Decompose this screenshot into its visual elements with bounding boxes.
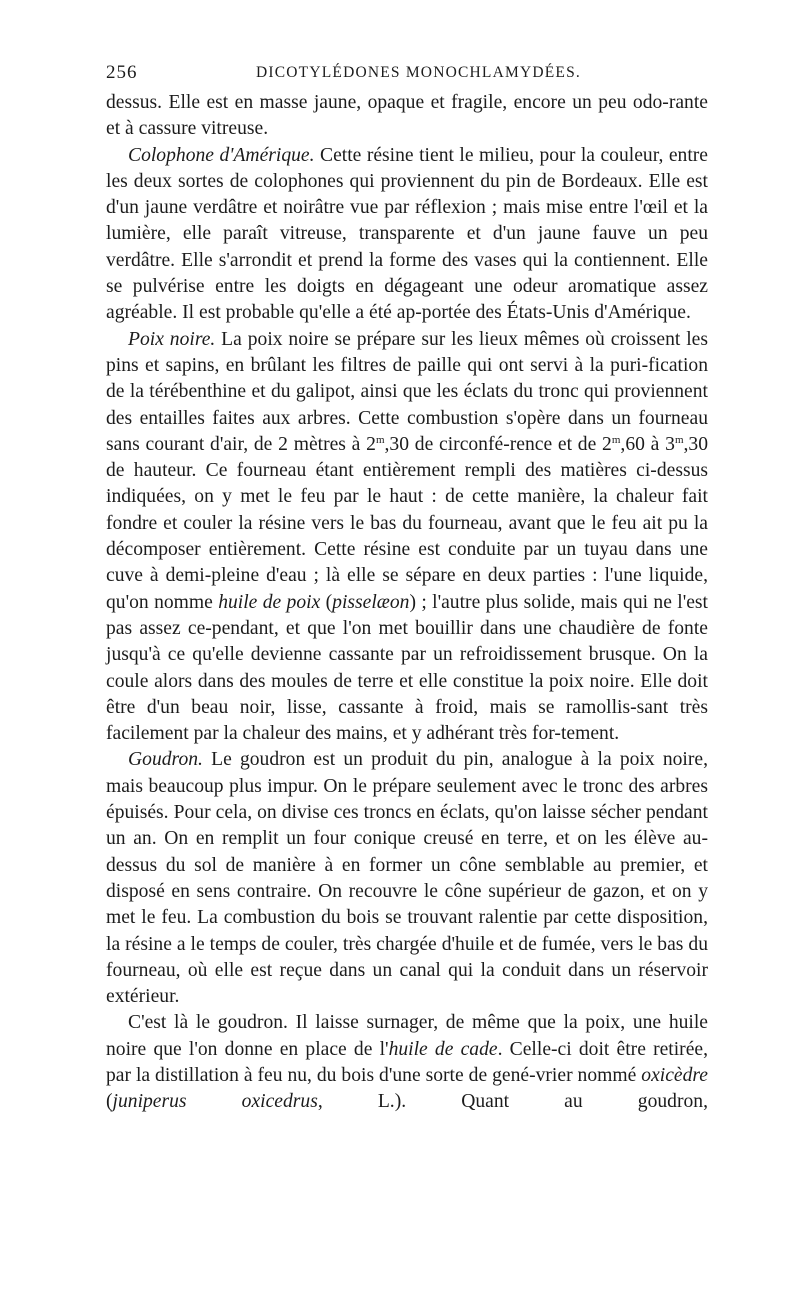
text-run: ( [320,591,333,613]
text-run: , L.). Quant au goudron, [317,1091,708,1113]
text-run: ) ; l'autre plus solide, mais qui ne l'est pas assez ce-pendant, et que l'on met bouillir dans une chaudière de fonte jusqu'à ce qu'elle devienne cassante par un refroidissement brusque. On la coule alors dans des moules de terre et elle constitue la poix noire. Elle doit être d'un beau noir, lisse, cassante à froid, mais se ramollis-sant très facilement par la chaleur des mains, et y adhérant très for-tement. [106,591,708,745]
body-text [106,90,708,1116]
text-run: ( [106,1091,113,1113]
text-run: ,30 de hauteur. Ce fourneau étant entièrement rempli des matières ci-dessus indiquées, on y met le feu par le haut : de cette manière, la chaleur fait fondre et couler la résine vers le bas du fourneau, avant que le feu ait pu la décomposer entièrement. Cette résine est conduite par un tuyau dans une cuve à demi-pleine d'eau ; là elle se sépare en deux parties : l'une liquide, qu'on nomme [106,433,708,613]
italic-term: Poix noire. [128,328,216,350]
italic-term: juniperus oxicedrus [112,1091,318,1113]
running-title: DICOTYLÉDONES MONOCHLAMYDÉES. [256,64,581,81]
italic-term: huile de cade [388,1038,498,1060]
text-run: Le goudron est un produit du pin, analogue à la poix noire, mais beaucoup plus impur. On le prépare seulement avec le tronc des arbres épuisés. Pour cela, on divise ces troncs en éclats, qu'on laisse sécher pendant un an. On en remplit un four conique creusé en terre, et on les élève au-dessus du sol de manière à en former un cône semblable au premier, et disposé en sens contraire. On recouvre le cône supérieur de gazon, et on y met le feu. La combustion du bois se trouvant ralentie par cette disposition, la résine a le temps de couler, très chargée d'huile et de fumée, vers le bas du fourneau, où elle est reçue dans un canal qui la conduit dans un réservoir extérieur. [106,749,708,1008]
book-page [106,62,708,1116]
text-run: . Celle-ci doit être retirée, par la distillation à feu nu, du bois d'une sorte de gené-vrier nommé [106,1038,708,1086]
italic-term: huile de poix [218,591,321,613]
paragraph-poix-noire [106,327,708,748]
text-run: ,60 à 3 [620,433,675,455]
running-head [106,62,708,88]
page-number: 256 [106,62,138,83]
text-run: dessus. Elle est en masse jaune, opaque et fragile, encore un peu odo-rante et à cassure vitreuse. [106,92,708,140]
unit-superscript: m [375,433,385,446]
italic-term: Colophone d'Amérique. [128,144,315,166]
unit-superscript: m [674,433,684,446]
italic-term: pisselæon [332,591,410,613]
unit-superscript: m [611,433,621,446]
italic-term: oxicèdre [641,1064,708,1086]
text-run: C'est là le goudron. Il laisse surnager, de même que la poix, une huile noire que l'on donne en place de l' [106,1012,708,1060]
paragraph-cest-la [106,1010,708,1115]
paragraph-goudron [106,747,708,1010]
text-run: ,30 de circonfé-rence et de 2 [384,433,612,455]
italic-term: Goudron. [128,749,203,771]
text-run: La poix noire se prépare sur les lieux mêmes où croissent les pins et sapins, en brûlant les filtres de paille qui ont servi à la puri-fication de la térébenthine et du galipot, ainsi que les éclats du tronc qui proviennent des entailles faites aux arbres. Cette combustion s'opère dans un fourneau sans courant d'air, de 2 mètres à 2 [106,328,708,455]
paragraph-colophone [106,143,708,327]
paragraph-1 [106,90,708,143]
text-run: Cette résine tient le milieu, pour la couleur, entre les deux sortes de colophones qui proviennent du pin de Bordeaux. Elle est d'un jaune verdâtre et noirâtre vue par réflexion ; mais mise entre l'œil et la lumière, elle paraît vitreuse, transparente et d'un jaune fauve un peu verdâtre. Elle s'arrondit et prend la forme des vases qui la contiennent. Elle se pulvérise entre les doigts en dégageant une odeur aromatique assez agréable. Il est probable qu'elle a été ap-portée des États-Unis d'Amérique. [106,144,708,324]
